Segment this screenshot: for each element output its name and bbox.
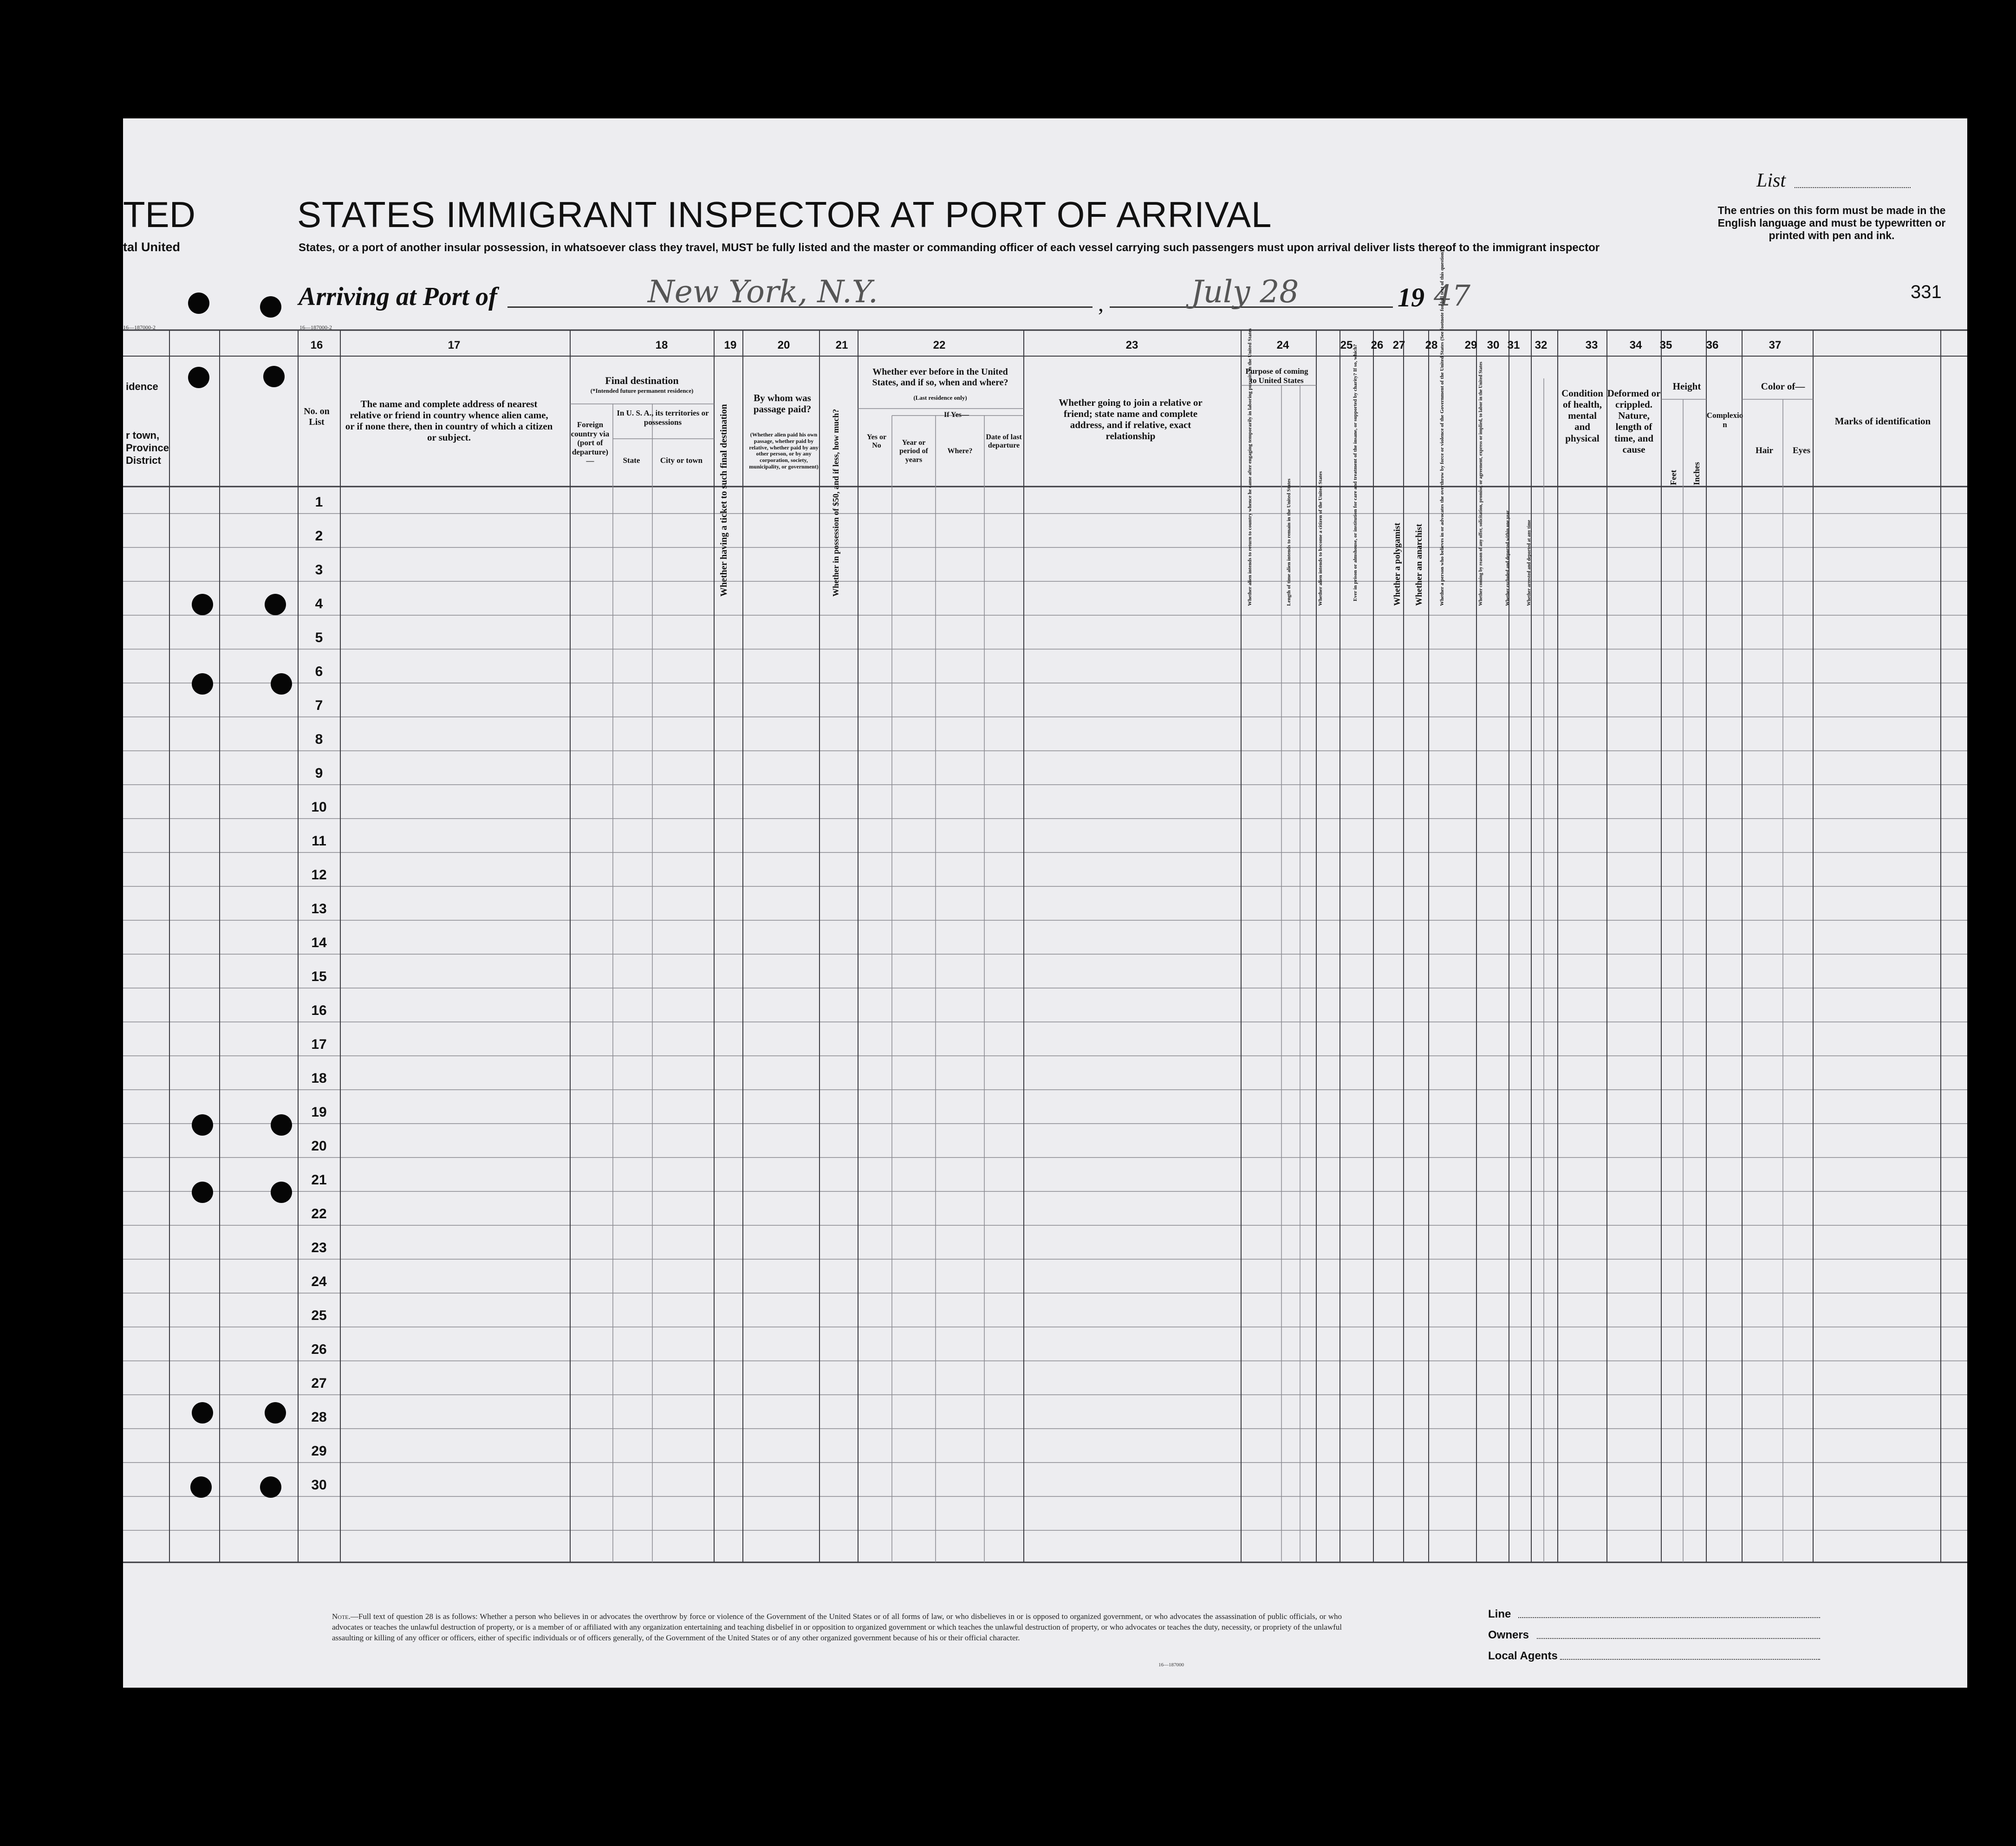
header-polygamist: Whether a polygamist xyxy=(1392,522,1402,606)
row-number: 30 xyxy=(311,1477,327,1493)
left-fragment: tal United xyxy=(123,240,181,254)
header-no-on-list: No. on List xyxy=(304,406,330,427)
row-number: 23 xyxy=(311,1240,327,1255)
punch-hole xyxy=(260,1476,281,1498)
row-number: 10 xyxy=(311,800,327,815)
punch-hole xyxy=(271,673,292,695)
row-number: 8 xyxy=(315,732,323,747)
port-value: New York, N.Y. xyxy=(648,274,878,310)
col-num-26: 26 xyxy=(1371,339,1384,351)
col-num-16: 16 xyxy=(310,339,323,351)
header-where: Where? xyxy=(947,447,973,455)
header-passage-note: (Whether alien paid his own passage, whether paid by relative, whether paid by any other person, or by any corporation, society, municipality, or government) xyxy=(749,431,819,470)
local-agents-field xyxy=(1560,1659,1820,1660)
comma: , xyxy=(1098,292,1104,316)
header-final-destination: Final destination xyxy=(605,375,679,386)
col-num-27: 27 xyxy=(1392,339,1405,351)
col-num-37: 37 xyxy=(1769,339,1782,351)
row-number: 12 xyxy=(311,867,327,883)
row-number: 19 xyxy=(311,1105,327,1120)
punch-hole xyxy=(192,1114,213,1136)
punch-hole xyxy=(260,296,281,318)
row-number: 29 xyxy=(311,1443,327,1459)
header-prison: Ever in prison or almshouse, or institution for care and treatment of the insane, or supported by charity? If so, which? xyxy=(1353,344,1358,601)
header-purpose-length: Length of time alien intends to remain in the United States xyxy=(1286,478,1292,606)
header-labor-offer: Whether coming by reason of any offer, solicitation, promise, or agreement, express or implied, to labor in the United States xyxy=(1478,362,1483,606)
header-deformed: Deformed or crippled. Nature, length of time, and cause xyxy=(1607,388,1661,455)
col-num-32: 32 xyxy=(1535,339,1548,351)
col-num-23: 23 xyxy=(1125,339,1138,351)
header-overthrow: Whether a person who believes in or advocates the overthrow by force or violence of the Government of the United States (See footnote for full text of this question) xyxy=(1439,250,1445,606)
header-purpose-citizen: Whether alien intends to become a citizen of the United States xyxy=(1318,471,1323,606)
header-in-usa: In U. S. A., its territories or possessions xyxy=(617,409,709,427)
list-label: List xyxy=(1756,170,1786,191)
left-header-c: Province xyxy=(126,442,169,454)
header-city: City or town xyxy=(660,456,703,465)
header-nearest-relative: The name and complete address of nearest relative or friend in country whence alien came, or if none there, then in country of which a citizen or subject. xyxy=(345,398,553,443)
col-num-25: 25 xyxy=(1340,339,1353,351)
row-number: 3 xyxy=(315,562,323,578)
row-number: 20 xyxy=(311,1138,327,1154)
row-number: 26 xyxy=(311,1342,327,1357)
form-code-mid: 16—187000-2 xyxy=(299,324,332,331)
punch-hole xyxy=(271,1182,292,1203)
header-anarchist: Whether an anarchist xyxy=(1414,524,1424,606)
row-number: 4 xyxy=(315,596,323,611)
row-number: 11 xyxy=(312,833,326,849)
col-num-28: 28 xyxy=(1425,339,1438,351)
row-number: 9 xyxy=(315,766,323,781)
header-excluded: Whether excluded and deported within one year xyxy=(1505,510,1510,606)
page-title: STATES IMMIGRANT INSPECTOR AT PORT OF ARRIVAL xyxy=(297,194,1272,235)
header-eyes: Eyes xyxy=(1793,446,1810,455)
header-join-relative: Whether going to join a relative or friend; state name and complete address, and if relative, exact relationship xyxy=(1059,397,1203,442)
col-num-31: 31 xyxy=(1507,339,1520,351)
row-number: 16 xyxy=(311,1003,327,1018)
header-color-of: Color of— xyxy=(1761,381,1805,392)
manifest-page xyxy=(123,118,1967,1688)
row-number: 22 xyxy=(311,1206,327,1222)
header-ever-before: Whether ever before in the United States, and if so, when and where? xyxy=(872,367,1008,388)
form-grid xyxy=(123,118,1967,1688)
col-num-24: 24 xyxy=(1276,339,1289,351)
left-header-a: idence xyxy=(126,381,158,392)
row-number: 1 xyxy=(315,494,323,510)
header-ticket: Whether having a ticket to such final destination xyxy=(719,404,729,597)
punch-hole xyxy=(192,673,213,695)
punch-hole xyxy=(192,594,213,615)
header-health: Condition of health, mental and physical xyxy=(1561,388,1603,444)
header-fifty-dollars: Whether in possession of $50, and if less, how much? xyxy=(831,409,840,597)
col-num-35: 35 xyxy=(1659,339,1672,351)
col-num-20: 20 xyxy=(777,339,790,351)
footnote-text: —Full text of question 28 is as follows: Whether a person who believes in or advocates the overthrow by force or violence of the Government of the United States or of all forms of law, or who disbelieves in or is opposed to organized government, or who advocates the assassination of public officials, or who advocates or teaches the unlawful destruction of property, or is a member of or affiliated with any organization entertaining and teaching disbelief in or opposition to organized government or which teaches the unlawful destruction of property, or who advocates or teaches the duty, necessity, or propriety of the unlawful assaulting or killing of any officer or officers, either of specific individuals or of officers generally, of the Government of the United States or of any other organized government because of his or their official character. xyxy=(332,1612,1342,1642)
col-num-33: 33 xyxy=(1585,339,1598,351)
page-number: 331 xyxy=(1911,282,1942,302)
punch-hole xyxy=(263,366,285,387)
col-num-36: 36 xyxy=(1706,339,1719,351)
header-complexion: Complexion xyxy=(1706,411,1743,429)
page-subtitle: States, or a port of another insular possession, in whatsoever class they travel, MUST be fully listed and the master or commanding officer of each vessel carrying such passengers must upon arrival deliver lists thereof to the immigrant inspector xyxy=(299,241,1600,254)
form-code-left: 16—187000-2 xyxy=(123,324,156,331)
punch-hole xyxy=(188,292,209,314)
header-purpose: Purpose of coming to United States xyxy=(1245,367,1308,385)
local-agents-label: Local Agents xyxy=(1488,1650,1558,1662)
row-number: 27 xyxy=(311,1376,327,1391)
col-num-29: 29 xyxy=(1464,339,1477,351)
footnote xyxy=(332,1611,1342,1643)
row-number: 13 xyxy=(311,901,327,916)
row-number: 17 xyxy=(311,1037,327,1052)
row-number: 15 xyxy=(311,969,327,984)
form-instructions: The entries on this form must be made in the English language and must be typewritten or printed with pen and ink. xyxy=(1717,204,1946,241)
left-header-b: r town, xyxy=(126,429,160,441)
line-field xyxy=(1518,1617,1820,1618)
left-header-d: District xyxy=(126,455,161,466)
col-num-30: 30 xyxy=(1487,339,1500,351)
header-yes-or-no: Yes or No xyxy=(866,433,887,450)
header-if-yes: If Yes— xyxy=(943,411,969,419)
punch-hole xyxy=(190,1476,212,1498)
header-foreign-country: Foreign country via (port of departure)— xyxy=(571,420,610,466)
row-number: 7 xyxy=(315,698,323,713)
list-line xyxy=(1795,187,1911,188)
row-number: 6 xyxy=(315,664,323,679)
row-number: 25 xyxy=(311,1308,327,1323)
punch-hole xyxy=(188,367,209,388)
header-hair: Hair xyxy=(1756,446,1773,455)
owners-label: Owners xyxy=(1488,1629,1529,1641)
date-value: July 28 xyxy=(1191,274,1299,310)
header-inches: Inches xyxy=(1692,462,1701,485)
row-number: 21 xyxy=(311,1172,327,1188)
col-num-22: 22 xyxy=(933,339,946,351)
col-num-18: 18 xyxy=(655,339,668,351)
row-number: 5 xyxy=(315,630,323,645)
line-label: Line xyxy=(1488,1608,1511,1620)
row-number: 28 xyxy=(311,1410,327,1425)
header-state: State xyxy=(623,456,640,465)
col-num-34: 34 xyxy=(1629,339,1642,351)
row-number: 24 xyxy=(311,1274,327,1289)
punch-hole xyxy=(271,1114,292,1136)
title-fragment: TED xyxy=(123,194,195,235)
footnote-form-code: 16—187000 xyxy=(1158,1662,1184,1668)
row-number: 14 xyxy=(311,935,327,950)
header-final-destination-note: (*Intended future permanent residence) xyxy=(590,387,694,394)
header-arrested: Whether arrested and deported at any time xyxy=(1527,520,1532,606)
header-marks: Marks of identification xyxy=(1834,416,1931,427)
punch-hole xyxy=(265,594,286,615)
row-number: 2 xyxy=(315,528,323,544)
year-printed: 19 xyxy=(1398,282,1424,312)
punch-hole xyxy=(192,1182,213,1203)
col-num-19: 19 xyxy=(724,339,737,351)
punch-hole xyxy=(192,1402,213,1424)
header-date-departure: Date of last departure xyxy=(986,433,1022,450)
owners-field xyxy=(1537,1638,1820,1639)
year-value: 47 xyxy=(1434,279,1470,312)
arriving-label: Arriving at Port of xyxy=(299,282,497,311)
row-number: 18 xyxy=(311,1071,327,1086)
header-height: Height xyxy=(1672,381,1701,392)
header-ever-before-note: (Last residence only) xyxy=(913,394,967,401)
col-num-17: 17 xyxy=(448,339,461,351)
header-feet: Feet xyxy=(1669,470,1678,485)
punch-hole xyxy=(265,1402,286,1424)
footnote-label: Note. xyxy=(332,1612,351,1621)
header-passage-paid: By whom was passage paid? xyxy=(753,392,812,415)
col-num-21: 21 xyxy=(835,339,848,351)
header-year-period: Year or period of years xyxy=(899,439,928,464)
header-purpose-return: Whether alien intends to return to country whence he came after engaging temporarily in laboring pursuits in the United States xyxy=(1247,328,1253,606)
